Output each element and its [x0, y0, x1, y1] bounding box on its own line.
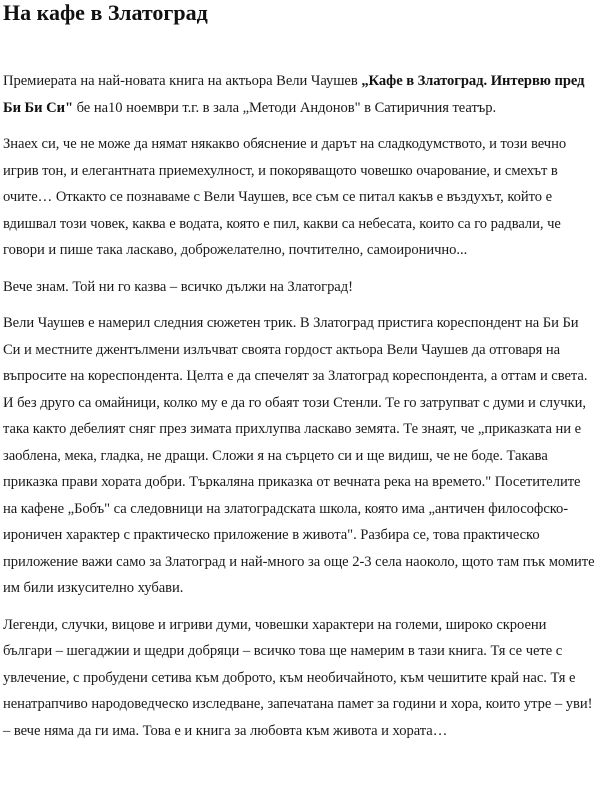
paragraph-summary: Легенди, случки, вицове и игриви думи, човешки характери на големи, широко скроени българи – шегаджии и щедри добряци – всичко това ще намерим в тази книга. Тя се чете с увлечение, с пробудени сетива към доброто, към необичайното, към чешитите край нас. Тя е ненатрапчиво народоведческо изследване, запечатана памет за години и хора, които утре – уви! – вече няма да ги има. Това е и книга за любовта към живота и хората…	[3, 616, 593, 739]
article-body	[3, 68, 596, 744]
article-title: На кафе в Златоград	[3, 0, 208, 25]
paragraph-reflection: Знаех си, че не може да нямат някакво обяснение и дарът на сладкодумството, и този вечно игрив тон, и елегантната приемехулност, и покоряващото човешко очарование, и смехът в очите… Откакто се познаваме с Вели Чаушев, все съм се питал какъв е въздухът, който е вдишвал този човек, каква е водата, която е пил, какви са небесата, които са го радвали, че говори и пише така ласкаво, доброжелателно, почтително, самоиронично...	[3, 136, 567, 258]
paragraph-answer: Вече знам. Той ни го казва – всичко дължи на Златоград!	[3, 278, 353, 295]
paragraph-plot: Вели Чаушев е намерил следния сюжетен трик. В Златоград пристига кореспондент на Би Би Си и местните джентълмени излъчват своята гордост актьора Вели Чаушев да отговаря на въпросите на кореспондента. Целта е да спечелят за Златоград кореспондента, а оттам и света. И без друго са омайници, колко му е да го обаят този Стенли. Те го затрупват с думи и случки, така както дебелият сняг през зимата прихлупва ласкаво земята. Те знаят, че „приказката ни е заоблена, мека, гладка, не дращи. Сложи я на сърцето си и ще видиш, че не боде. Такава приказка прави хората добри. Търкаляна приказка от вечната река на времето." Посетителите на кафене „Бобъ" са следовници на златоградската школа, която има „античен философско-ироничен характер с практическо приложение в живота". Разбира се, това практическо приложение важи само за Златоград и най-много за още 2-3 села наоколо, щото там пък момите им били изкусително хубави.	[3, 315, 595, 596]
book-title-bold: „Кафе в Златоград. Интервю пред Би Би Си"	[3, 73, 585, 116]
premiere-intro-text: Премиерата на най-новата книга на актьора Вели Чаушев	[3, 73, 362, 89]
paragraph-premiere	[3, 68, 596, 121]
premiere-details-text: бе на10 ноември т.г. в зала „Методи Андонов" в Сатиричния театър.	[73, 99, 497, 116]
